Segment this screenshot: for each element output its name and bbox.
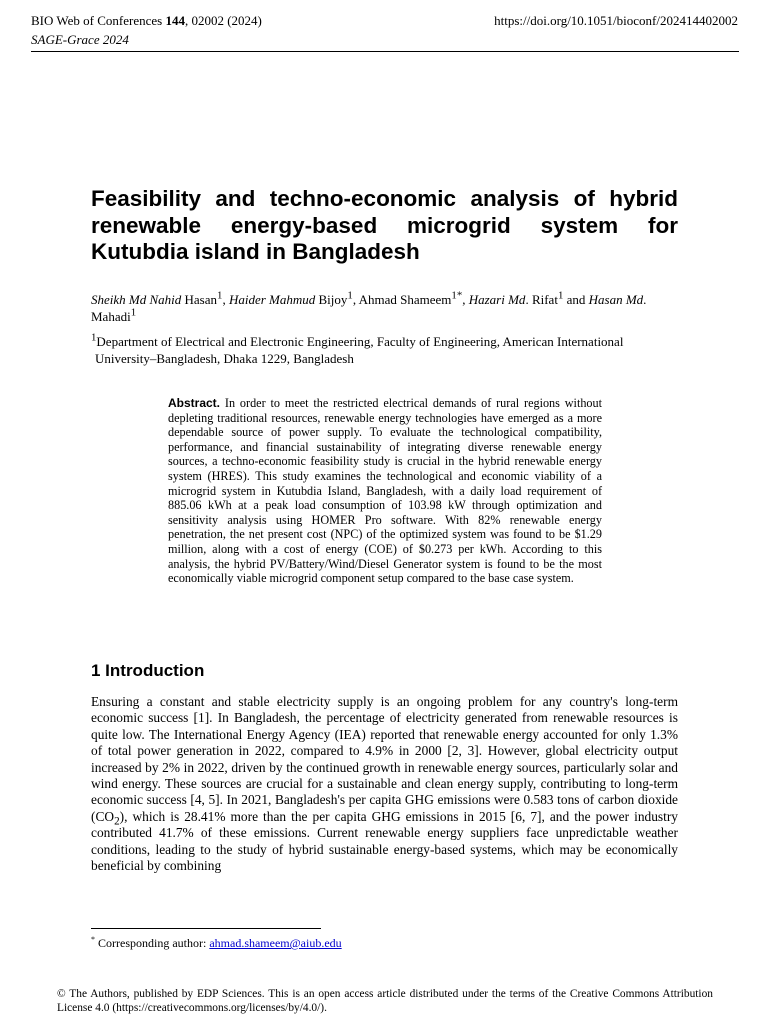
footnote-divider xyxy=(91,928,321,929)
author-list: Sheikh Md Nahid Hasan$^1$, Haider Mahmud Bijoy$^1$, Ahmad Shameem$^{1*}$, Hazari Md. Rifat$^1$ and Hasan Md. Mahadi$^1$ xyxy=(91,289,647,324)
footnote-mark: * xyxy=(91,935,95,944)
author-separator: , xyxy=(222,292,229,307)
author-family: Shameem xyxy=(400,292,452,307)
author-affil-mark: 1* xyxy=(451,289,463,302)
running-header-journal xyxy=(31,12,262,30)
author-separator: , xyxy=(462,292,469,307)
body-text-part-2: ), which is 28.41% more than the per capita GHG emissions in 2015 [6, 7], and the power industry contributed 41.7% of these emissions. Current renewable energy suppliers face unpredictable weather conditions, leading to the study of hybrid sustainable energy-based systems, which may be economically beneficial by combining xyxy=(91,808,678,874)
abstract xyxy=(168,396,602,586)
author-given: Haider Mahmud xyxy=(228,292,316,307)
footnote-label: Corresponding author: xyxy=(95,936,210,950)
author-affil-mark: 1 xyxy=(217,289,223,302)
license-notice: © The Authors, published by EDP Sciences. This is an open access article distributed under the terms of the Creative Commons Attribution License 4.0 (https://creativecommons.org/licenses/by/4.0/). xyxy=(57,988,713,1014)
author-given: Sheikh Md Nahid xyxy=(91,292,182,307)
doi-link[interactable]: https://doi.org/10.1051/bioconf/202414402002 xyxy=(494,13,738,28)
corresponding-email-link[interactable]: ahmad.shameem@aiub.edu xyxy=(209,936,342,950)
paper-title: Feasibility and techno-economic analysis of hybrid renewable energy-based microgrid system for Kutubdia island in Bangladesh xyxy=(91,186,678,264)
body-text-part-1: Ensuring a constant and stable electricity supply is an ongoing problem for any country's long-term economic success [1]. In Bangladesh, the percentage of electricity generated from renewable resources is quite low. The International Energy Agency (IEA) reported that renewable energy accounted for only 1.3% of total power generation in 2022, compared to 4.9% in 2000 [2, 3]. However, global electricity output increased by 2% in 2022, driven by the continued growth in renewable energy sources, particularly solar and wind energy. These sources are crucial for a sustainable and clean energy supply, contributing to long-term economic success [4, 5]. In 2021, Bangladesh's per capita GHG emissions were 0.583 tons of carbon dioxide (CO xyxy=(91,694,678,824)
header-divider xyxy=(31,51,739,52)
footnote xyxy=(91,935,342,951)
affiliation xyxy=(91,331,678,367)
abstract-label: Abstract. xyxy=(168,396,221,410)
author-affil-mark: 1 xyxy=(557,289,564,302)
affiliation-line-1: Department of Electrical and Electronic Engineering, Faculty of Engineering, American International xyxy=(96,334,624,349)
author-family: Mahadi xyxy=(91,308,131,324)
author-separator: , xyxy=(352,292,359,307)
journal-volume: 144 xyxy=(165,13,185,28)
author-given: Hasan Md xyxy=(588,292,644,307)
author-family: Rifat xyxy=(531,292,558,307)
author-given: Hazari Md xyxy=(468,292,526,307)
journal-name: BIO Web of Conferences xyxy=(31,13,163,28)
article-number: , 02002 (2024) xyxy=(184,13,262,28)
author-given: Ahmad xyxy=(358,292,397,307)
author-affil-mark: 1 xyxy=(347,289,353,302)
affiliation-mark: 1 xyxy=(91,331,97,344)
abstract-text: In order to meet the restricted electrical demands of rural regions without depleting traditional resources, renewable energy technologies have emerged as a more dependable source of power supply. To evaluate the technological compatibility, performance, and financial sustainability of integrating diverse renewable energy sources, a techno-economic feasibility study is crucial in the hybrid renewable energy system (HRES). This study examines the technological and economic viability of a microgrid system in Kutubdia Island, Bangladesh, with a daily load requirement of 885.06 kWh at a peak load consumption of 103.98 kW through optimization and sensitivity analysis using HOMER Pro software. With 82% renewable energy penetration, the net present cost (NPC) of the optimized system was found to be $1.29 million, along with a cost of energy (COE) of $0.273 per kWh. According to this analysis, the hybrid PV/Battery/Wind/Diesel Generator system is found to be the most economically viable microgrid component setup compared to the base case system. xyxy=(168,396,602,586)
author-family: Hasan xyxy=(184,292,218,307)
author-separator: and xyxy=(563,292,589,307)
section-heading: 1 Introduction xyxy=(91,661,205,680)
author-family: Bijoy xyxy=(318,292,348,307)
subscript: 2 xyxy=(114,815,120,828)
conference-name: SAGE-Grace 2024 xyxy=(31,32,129,47)
introduction-text xyxy=(91,694,678,874)
affiliation-line-2: University–Bangladesh, Dhaka 1229, Bangladesh xyxy=(95,350,354,366)
author-affil-mark: 1 xyxy=(130,306,137,319)
